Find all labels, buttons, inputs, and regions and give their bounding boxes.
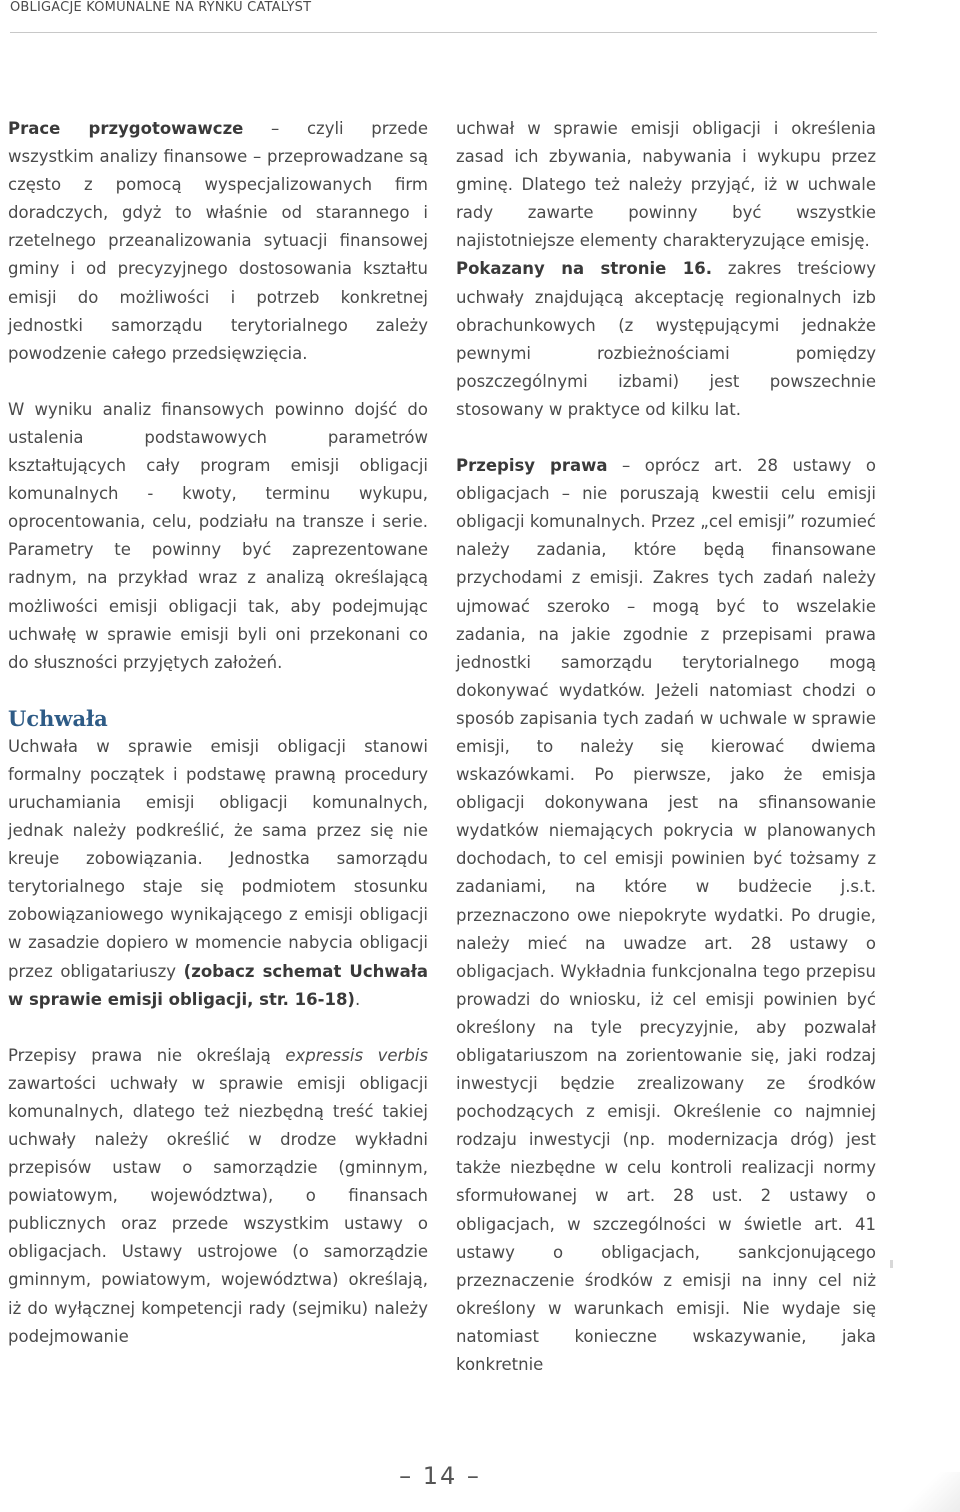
- text-przepisy-prawa: – oprócz art. 28 ustawy o obligacjach – nie poruszają kwestii celu emisji obligacji komunalnych. Przez „cel emisji” rozumieć należy zadania, które będą finansowane przychodami z emisji. Zakres tych zadań należy ujmować szeroko – mogą być to wszelakie zadania, na jakie zgodnie z przepisami prawa jednostki samorządu terytorialnego mogą dokonywać wydatków. Jeżeli natomiast chodzi o sposób zapisania tych zadań w uchwale w sprawie emisji, to należy się kierować dwiema wskazówkami. Po pierwsze, jako że emisja obligacji dokonywana jest na sfinansowanie wydatków niemających pokrycia w planowanych dochodach, to cel emisji powinien być tożsamy z zadaniami, na które w budżecie j.s.t. przeznaczono owe niepokryte wydatki. Po drugie, należy mieć na uwadze art. 28 ustawy o obligacjach. Wykładnia funkcjonalna tego przepisu prowadzi do wniosku, iż cel emisji powinien być określony na tyle precyzyjnie, aby pozwalał obligatariuszom na zorientowanie się, jaki rodzaj inwestycji będzie zrealizowany ze środków pochodzących z emisji. Określenie co najmniej rodzaju inwestycji (np. modernizacja dróg) jest także niezbędne w celu kontroli realizacji normy sformułowanej w art. 28 ust. 2 ustawy o obligacjach, w szczególności w świetle art. 41 ustawy o obligacjach, sankcjonującego przeznaczenie środków z emisji na inny cel niż określony w warunkach emisji. Nie wydaje się natomiast konieczne wskazywanie, jaka konkretnie: [456, 456, 876, 1375]
- reference-schemat: (zobacz schemat Uchwała w sprawie emisji obligacji, str. 16-18): [8, 961, 428, 1009]
- right-column: [456, 115, 876, 1379]
- header-title: OBLIGACJE KOMUNALNE NA RYNKU CATALYST: [10, 0, 312, 15]
- paragraph-uchwal-continuation: uchwał w sprawie emisji obligacji i określenia zasad ich zbywania, nabywania i wykupu przez gminę. Dlatego też należy przyjąć, iż w uchwale rady zawarte powinny być wszystkie najistotniejsze elementy charakteryzujące emisję.: [456, 119, 876, 251]
- text-prace-przygotowawcze: – czyli przede wszystkim analizy finansowe – przeprowadzane są często z pomocą wyspecjalizowanych firm doradczych, gdyż to właśnie od starannego i rzetelnego przeanalizowania sytuacji finansowej gminy i od precyzyjnego dostosowania kształtu emisji do możliwości i potrzeb konkretnej jednostki samorządu terytorialnego zależy powodzenie całego przedsięwzięcia.: [8, 119, 428, 363]
- paragraph-pokazany: [456, 255, 876, 424]
- text-przepisy-b: zawartości uchwały w sprawie emisji obligacji komunalnych, dlatego też niezbędną treść takiej uchwały należy określić w drodze wykładni przepisów ustaw o samorządzie (gminnym, powiatowym, województwa), o finansach publicznych oraz przede wszystkim ustawy o obligacjach. Ustawy ustrojowe (o samorządzie gminnym, powiatowym, województwa) określają, iż do wyłącznej kompetencji rady (sejmiku) należy podejmowanie: [8, 1073, 428, 1346]
- text-uchwala: Uchwała w sprawie emisji obligacji stanowi formalny początek i podstawę prawną procedury uruchamiania emisji obligacji komunalnych, jednak należy podkreślić, że sama przez się nie kreuje zobowiązania. Jednostka samorządu terytorialnego staje się podmiotem stosunku zobowiązaniowego wynikającego z emisji obligacji w zasadzie dopiero w momencie nabycia obligacji przez obligatariuszy: [8, 736, 428, 981]
- page-corner-shadow: [900, 1472, 960, 1512]
- text-uchwala-end: .: [354, 989, 361, 1009]
- lead-pokazany: Pokazany na stronie 16.: [456, 259, 712, 279]
- text-przepisy-a: Przepisy prawa nie określają: [8, 1045, 286, 1065]
- section-heading-uchwala: Uchwała: [8, 705, 108, 731]
- margin-mark: [890, 1260, 893, 1268]
- paragraph-wyniki-analiz: W wyniku analiz finansowych powinno dojść do ustalenia podstawowych parametrów kształtujących cały program emisji obligacji komunalnych - kwoty, terminu wykupu, oprocentowania, celu, podziału na transze i serie. Parametry te powinny być zaprezentowane radnym, na przykład wraz z analizą określającą możliwości emisji obligacji tak, aby podejmując uchwałę w sprawie emisji byli oni przekonani co do słuszności przyjętych założeń.: [8, 399, 428, 672]
- paragraph-przepisy-prawa: [456, 452, 876, 1379]
- page-number: – 14 –: [399, 1462, 481, 1490]
- paragraph-przepisy-expressis: [8, 1042, 428, 1351]
- lead-prace-przygotowawcze: Prace przygotowawcze: [8, 119, 244, 138]
- text-expressis-verbis: expressis verbis: [285, 1045, 428, 1065]
- lead-przepisy-prawa: Przepisy prawa: [456, 456, 608, 476]
- paragraph-prace-przygotowawcze: [8, 115, 428, 368]
- running-header: [10, 0, 877, 33]
- left-column: [8, 115, 428, 1351]
- paragraph-uchwala: [8, 733, 428, 1014]
- text-pokazany: zakres treściowy uchwały znajdującą akceptację regionalnych izb obrachunkowych (z występującymi jednakże pewnymi rozbieżnościami pomiędzy poszczególnymi izbami) jest powszechnie stosowany w praktyce od kilku lat.: [456, 259, 876, 419]
